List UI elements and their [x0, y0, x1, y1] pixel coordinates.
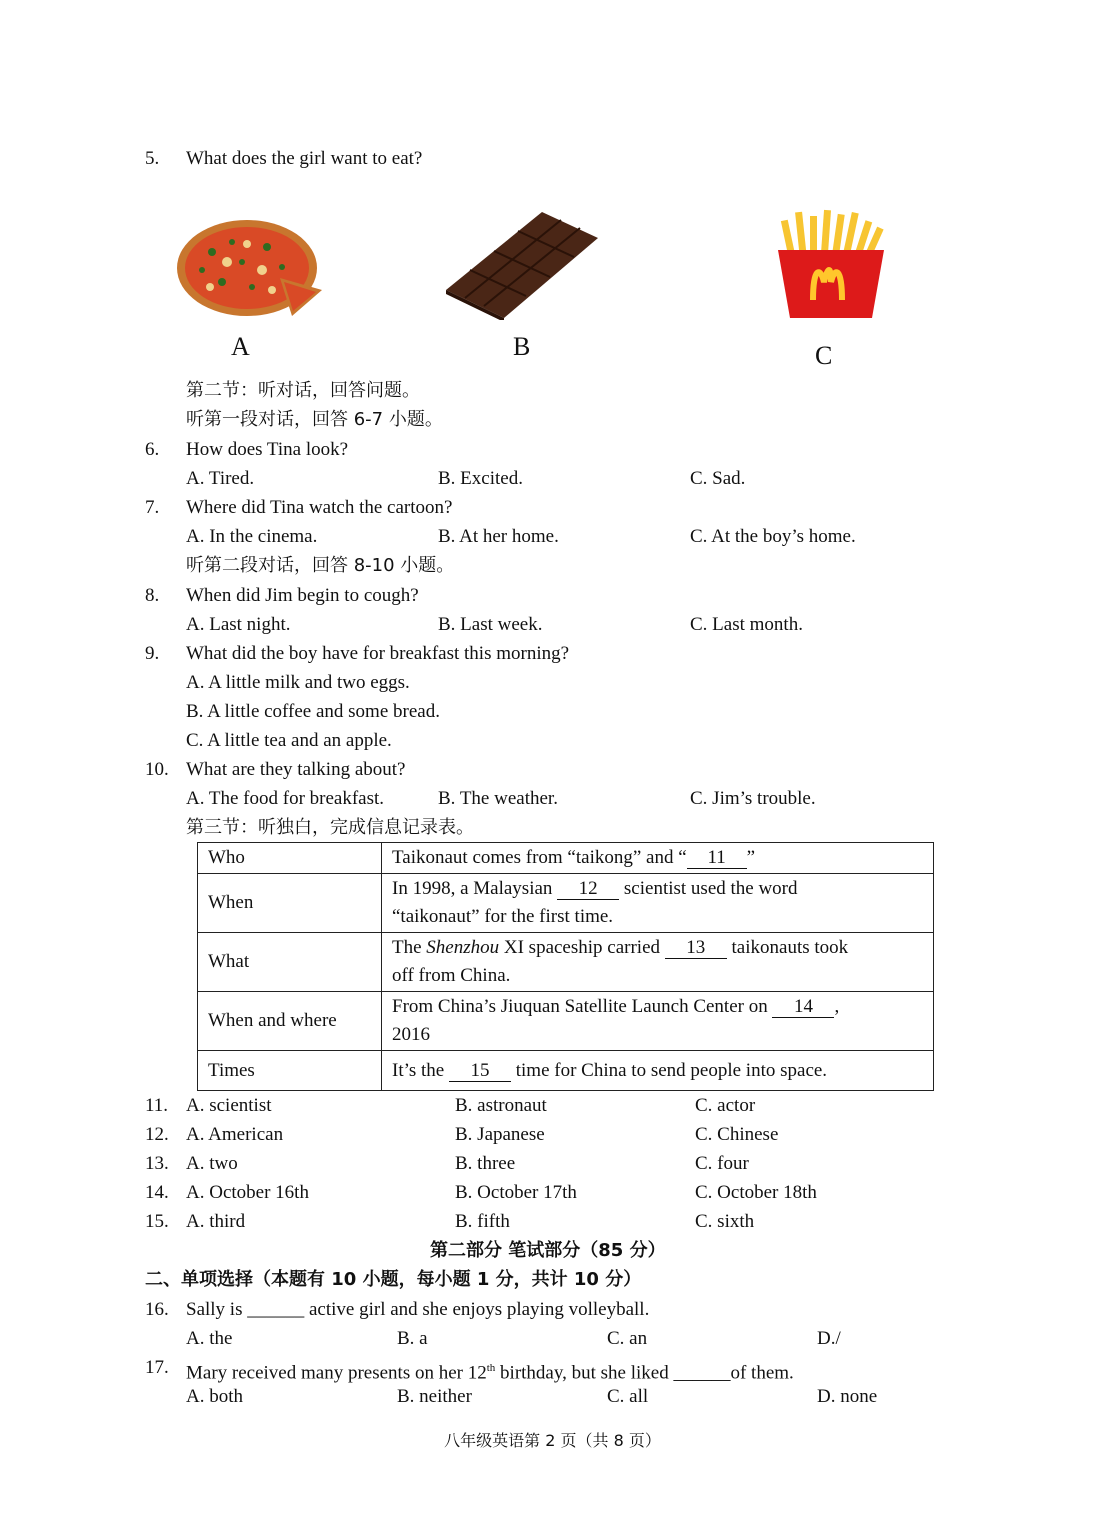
option-a: A. two — [186, 1153, 238, 1174]
table-row — [198, 933, 934, 992]
question-number: 6. — [145, 439, 160, 460]
option-a: A. October 16th — [186, 1182, 309, 1203]
question-number: 11. — [145, 1095, 169, 1116]
table-value: It’s the 15 time for China to send people into space. — [382, 1051, 934, 1091]
answer-blank: 11 — [687, 848, 747, 869]
section-instruction: 听第一段对话，回答 6-7 小题。 — [186, 409, 443, 430]
option-b: B. astronaut — [455, 1095, 547, 1116]
answer-blank: 15 — [449, 1061, 511, 1082]
question-number: 10. — [145, 759, 169, 780]
part-heading: 第二部分 笔试部分（85 分） — [430, 1240, 666, 1261]
option-b: B. A little coffee and some bread. — [186, 701, 440, 722]
option-b: B. The weather. — [438, 788, 558, 809]
question-number: 15. — [145, 1211, 169, 1232]
question-text: What does the girl want to eat? — [186, 148, 423, 169]
option-a: A. Tired. — [186, 468, 255, 489]
table-key: Times — [198, 1051, 382, 1091]
option-c: C. A little tea and an apple. — [186, 730, 392, 751]
section-heading: 二、单项选择（本题有 10 小题，每小题 1 分，共计 10 分） — [145, 1269, 642, 1290]
question-text: When did Jim begin to cough? — [186, 585, 419, 606]
option-a: A. American — [186, 1124, 284, 1145]
table-key: Who — [198, 843, 382, 874]
question-number: 5. — [145, 148, 160, 169]
question-number: 9. — [145, 643, 160, 664]
option-a: A. the — [186, 1328, 233, 1349]
question-number: 7. — [145, 497, 160, 518]
option-c: C. October 18th — [695, 1182, 817, 1203]
answer-blank: 13 — [665, 938, 727, 959]
option-a: A. In the cinema. — [186, 526, 318, 547]
option-c: C. Last month. — [690, 614, 803, 635]
option-b: B. neither — [397, 1386, 472, 1407]
option-a: A. The food for breakfast. — [186, 788, 385, 809]
question-number: 14. — [145, 1182, 169, 1203]
option-d: D./ — [817, 1328, 841, 1349]
option-c: C. all — [607, 1386, 649, 1407]
table-key: When — [198, 874, 382, 933]
option-label-c: C — [815, 341, 833, 370]
question-text: What did the boy have for breakfast this morning? — [186, 643, 570, 664]
option-c: C. actor — [695, 1095, 756, 1116]
question-text: Where did Tina watch the cartoon? — [186, 497, 453, 518]
option-b: B. a — [397, 1328, 428, 1349]
question-text: Mary received many presents on her 12th birthday, but she liked ______of them. — [186, 1362, 794, 1384]
question-text: Sally is ______ active girl and she enjoys playing volleyball. — [186, 1299, 650, 1320]
option-a: A. Last night. — [186, 614, 291, 635]
answer-blank: ______ — [247, 1299, 305, 1320]
option-b: B. Last week. — [438, 614, 543, 635]
answer-blank: 14 — [772, 997, 834, 1018]
option-b: B. Japanese — [455, 1124, 545, 1145]
pizza-image — [172, 212, 342, 324]
chocolate-image — [442, 210, 602, 320]
section-instruction: 听第二段对话，回答 8-10 小题。 — [186, 555, 455, 576]
option-c: C. an — [607, 1328, 648, 1349]
option-b: B. Excited. — [438, 468, 523, 489]
option-c: C. Jim’s trouble. — [690, 788, 816, 809]
table-key: When and where — [198, 992, 382, 1051]
question-number: 12. — [145, 1124, 169, 1145]
table-value: In 1998, a Malaysian 12 scientist used the word “taikonaut” for the first time. — [382, 874, 934, 933]
table-row — [198, 1051, 934, 1091]
option-c: C. Sad. — [690, 468, 746, 489]
option-d: D. none — [817, 1386, 878, 1407]
table-key: What — [198, 933, 382, 992]
option-a: A. both — [186, 1386, 243, 1407]
option-c: C. At the boy’s home. — [690, 526, 856, 547]
option-b: B. At her home. — [438, 526, 559, 547]
info-record-table — [197, 842, 934, 1091]
table-value: Taikonaut comes from “taikong” and “ 11 ” — [382, 843, 934, 874]
option-c: C. sixth — [695, 1211, 755, 1232]
question-number: 8. — [145, 585, 160, 606]
answer-blank: 12 — [557, 879, 619, 900]
question-text: How does Tina look? — [186, 439, 349, 460]
answer-blank: ______ — [673, 1362, 731, 1384]
section-heading: 第二节：听对话，回答问题。 — [186, 380, 420, 401]
option-c: C. four — [695, 1153, 749, 1174]
option-label-b: B — [513, 332, 531, 361]
option-label-a: A — [231, 332, 250, 361]
option-a: A. A little milk and two eggs. — [186, 672, 410, 693]
section-heading: 第三节：听独白，完成信息记录表。 — [186, 817, 474, 838]
option-c: C. Chinese — [695, 1124, 779, 1145]
french-fries-image — [768, 208, 894, 320]
question-number: 13. — [145, 1153, 169, 1174]
page-footer: 八年级英语第 2 页（共 8 页） — [444, 1431, 661, 1450]
option-a: A. third — [186, 1211, 246, 1232]
table-row — [198, 992, 934, 1051]
table-value: The Shenzhou XI spaceship carried 13 taikonauts took off from China. — [382, 933, 934, 992]
option-b: B. October 17th — [455, 1182, 577, 1203]
table-row — [198, 843, 934, 874]
table-row — [198, 874, 934, 933]
question-text: What are they talking about? — [186, 759, 406, 780]
question-number: 17. — [145, 1357, 169, 1378]
question-number: 16. — [145, 1299, 169, 1320]
option-a: A. scientist — [186, 1095, 272, 1116]
option-b: B. three — [455, 1153, 516, 1174]
table-value: From China’s Jiuquan Satellite Launch Center on 14 , 2016 — [382, 992, 934, 1051]
option-b: B. fifth — [455, 1211, 510, 1232]
